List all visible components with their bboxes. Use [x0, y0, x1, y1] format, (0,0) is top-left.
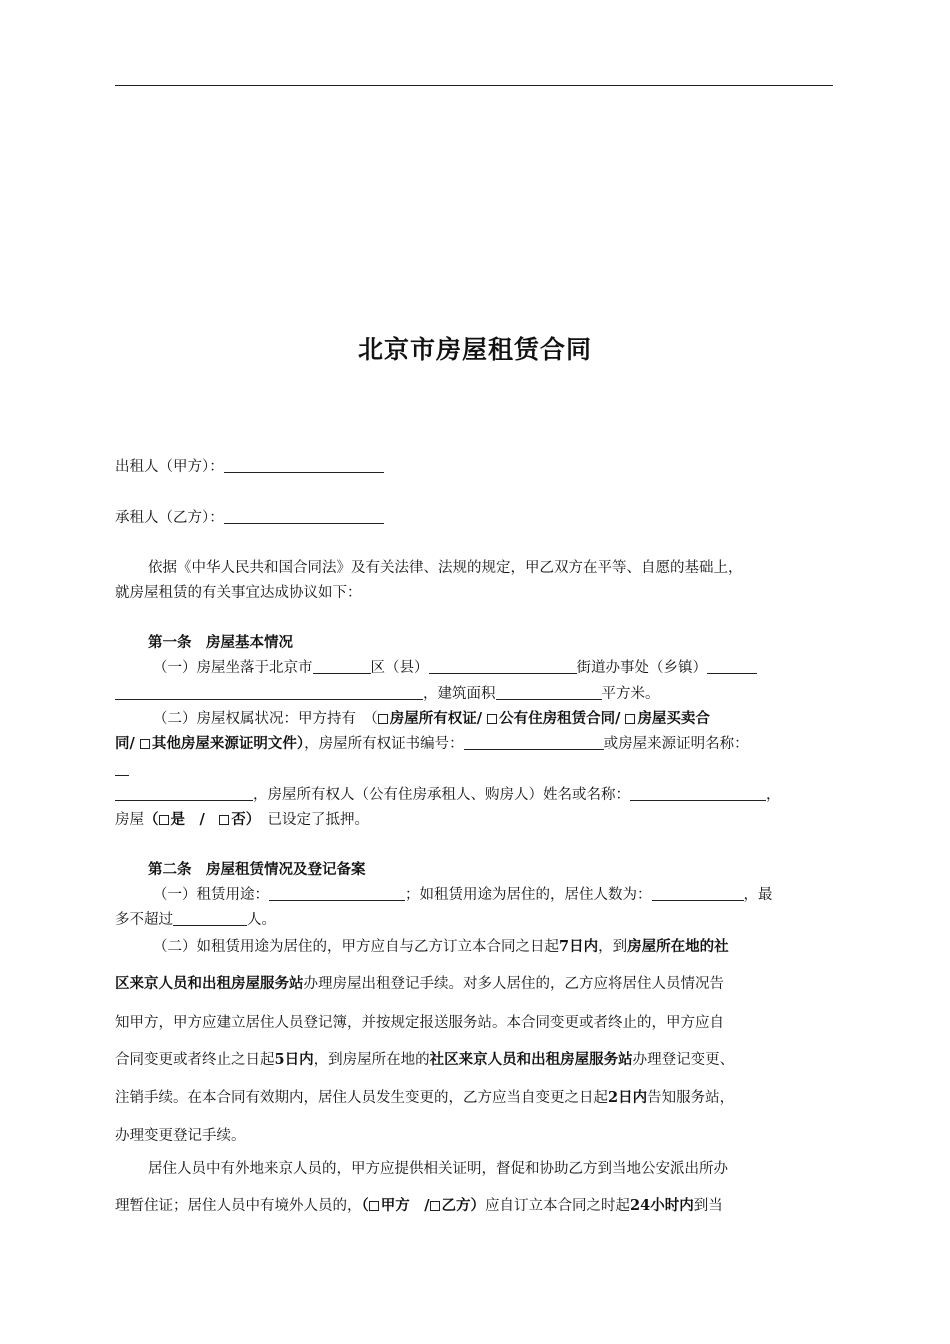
lessee-blank[interactable] [224, 509, 384, 524]
township-blank[interactable] [707, 659, 757, 674]
text: （二）房屋权属状况：甲方持有 （ [153, 711, 378, 727]
bold-text: 7日内 [559, 938, 599, 955]
article2-line-1 [153, 885, 773, 905]
text: ，房屋所有权证书编号： [304, 736, 464, 752]
text: （一）房屋坐落于北京市 [153, 660, 313, 676]
cert-number-blank[interactable] [464, 735, 604, 750]
option-label: 否） [231, 811, 254, 828]
doc-name-blank[interactable] [115, 786, 253, 801]
resident-count-blank[interactable] [652, 886, 744, 901]
option-label: 同/ [115, 735, 140, 752]
article1-line-4 [115, 734, 749, 754]
option-label: 房屋所有权证/ [389, 710, 488, 727]
text: 合同变更或者终止之日起 [115, 1052, 275, 1068]
bold-text: 2日内 [608, 1089, 648, 1106]
page-title: 北京市房屋租赁合同 [357, 335, 592, 364]
article2-line-2 [115, 910, 276, 930]
text: ，最 [743, 887, 773, 903]
article2-para2-line-2 [115, 974, 724, 994]
checkbox-party-a[interactable] [369, 1201, 379, 1211]
article2-para3-line-2 [115, 1196, 723, 1216]
article1-line-2 [115, 684, 660, 704]
intro-line-2: 就房屋租赁的有关事宜达成协议如下： [115, 585, 362, 601]
lessee-label: 承租人（乙方）： [115, 510, 224, 526]
article2-para2-line-4 [115, 1050, 734, 1070]
text: 办理登记变更、 [632, 1052, 735, 1068]
article2-para2-line-3: 知甲方，甲方应建立居住人员登记簿，并按规定报送服务站。本合同变更或者终止的，甲方应自 [115, 1015, 724, 1031]
text: 或房屋来源证明名称： [603, 736, 749, 752]
text: ；如租赁用途为居住的，居住人数为： [405, 887, 652, 903]
lease-purpose-blank[interactable] [269, 886, 405, 901]
header-rule [115, 85, 833, 86]
intro-line-1: 依据《中华人民共和国合同法》及有关法律、法规的规定，甲乙双方在平等、自愿的基础上， [148, 560, 743, 576]
checkbox-other-docs[interactable] [140, 739, 150, 749]
text: 人。 [247, 912, 276, 928]
max-residents-blank[interactable] [173, 911, 247, 926]
bold-text: 房屋所在地的社 [627, 938, 729, 955]
checkbox-mortgage-yes[interactable] [159, 815, 169, 825]
text: 街道办事处（乡镇） [576, 660, 707, 676]
article1-line-5 [115, 760, 129, 780]
lessor-label: 出租人（甲方）： [115, 459, 224, 475]
option-label: 公有住房租赁合同/ [499, 710, 626, 727]
option-label: 其他房屋来源证明文件） [151, 735, 305, 752]
article2-para2-line-5 [115, 1088, 734, 1108]
article1-line-3 [153, 709, 710, 729]
bold-text: 区来京人员和出租房屋服务站 [115, 975, 304, 992]
article1-heading: 第一条 房屋基本情况 [148, 635, 293, 651]
text: （ [361, 1197, 369, 1214]
text: 理暂住证；居住人员中有境外人员的， [115, 1198, 362, 1214]
checkbox-party-b[interactable] [430, 1201, 440, 1211]
bold-text: 5日内 [274, 1051, 314, 1068]
doc-name-blank-start[interactable] [115, 761, 129, 776]
owner-name-blank[interactable] [630, 786, 766, 801]
bold-text: 24小时内 [630, 1197, 694, 1214]
article1-line-6 [115, 785, 781, 805]
article1-line-7 [115, 810, 369, 830]
street-office-blank[interactable] [429, 659, 577, 674]
text: ，房屋所有权人（公有住房承租人、购房人）姓名或名称： [253, 787, 630, 803]
article1-line-1 [153, 658, 757, 678]
text: ，建筑面积 [423, 686, 496, 702]
text: 应自订立本合同之时起 [485, 1198, 631, 1214]
district-blank[interactable] [313, 659, 371, 674]
lessor-blank[interactable] [224, 458, 384, 473]
text: 多不超过 [115, 912, 173, 928]
text: 房屋 [115, 812, 144, 828]
lessee-line [115, 508, 384, 528]
text: ， [766, 787, 781, 803]
checkbox-mortgage-no[interactable] [219, 815, 229, 825]
checkbox-sale-contract[interactable] [625, 714, 635, 724]
text: 到当 [693, 1198, 723, 1214]
text: 注销手续。在本合同有效期内，居住人员发生变更的，乙方应当自变更之日起 [115, 1090, 608, 1106]
checkbox-owner-cert[interactable] [378, 714, 388, 724]
option-label: 甲方 / [380, 1197, 430, 1214]
text: 已设定了抵押。 [267, 812, 370, 828]
lessor-line [115, 457, 384, 477]
checkbox-public-lease[interactable] [487, 714, 497, 724]
bold-text: 社区来京人员和出租房屋服务站 [429, 1051, 633, 1068]
option-label: 是 / [170, 811, 220, 828]
text: 平方米。 [601, 686, 660, 702]
article2-para3-line-1: 居住人员中有外地来京人员的，甲方应提供相关证明，督促和协助乙方到当地公安派出所办 [148, 1161, 728, 1177]
address-blank[interactable] [115, 685, 423, 700]
text: （一）租赁用途： [153, 887, 269, 903]
option-label: 房屋买卖合 [637, 710, 710, 727]
text: 办理房屋出租登记手续。对多人居住的，乙方应将居住人员情况告 [303, 976, 724, 992]
text: （ [144, 811, 159, 828]
area-blank[interactable] [496, 685, 602, 700]
article2-heading: 第二条 房屋租赁情况及登记备案 [148, 862, 366, 878]
text: （二）如租赁用途为居住的，甲方应自与乙方订立本合同之日起 [153, 939, 559, 955]
text: 告知服务站， [647, 1090, 735, 1106]
text: ，到 [598, 939, 628, 955]
article2-para2-line-6: 办理变更登记手续。 [115, 1128, 246, 1144]
text: ，到房屋所在地的 [313, 1052, 430, 1068]
article2-para2-line-1 [153, 937, 729, 957]
option-label: 乙方） [441, 1197, 486, 1214]
text: 区（县） [370, 660, 429, 676]
